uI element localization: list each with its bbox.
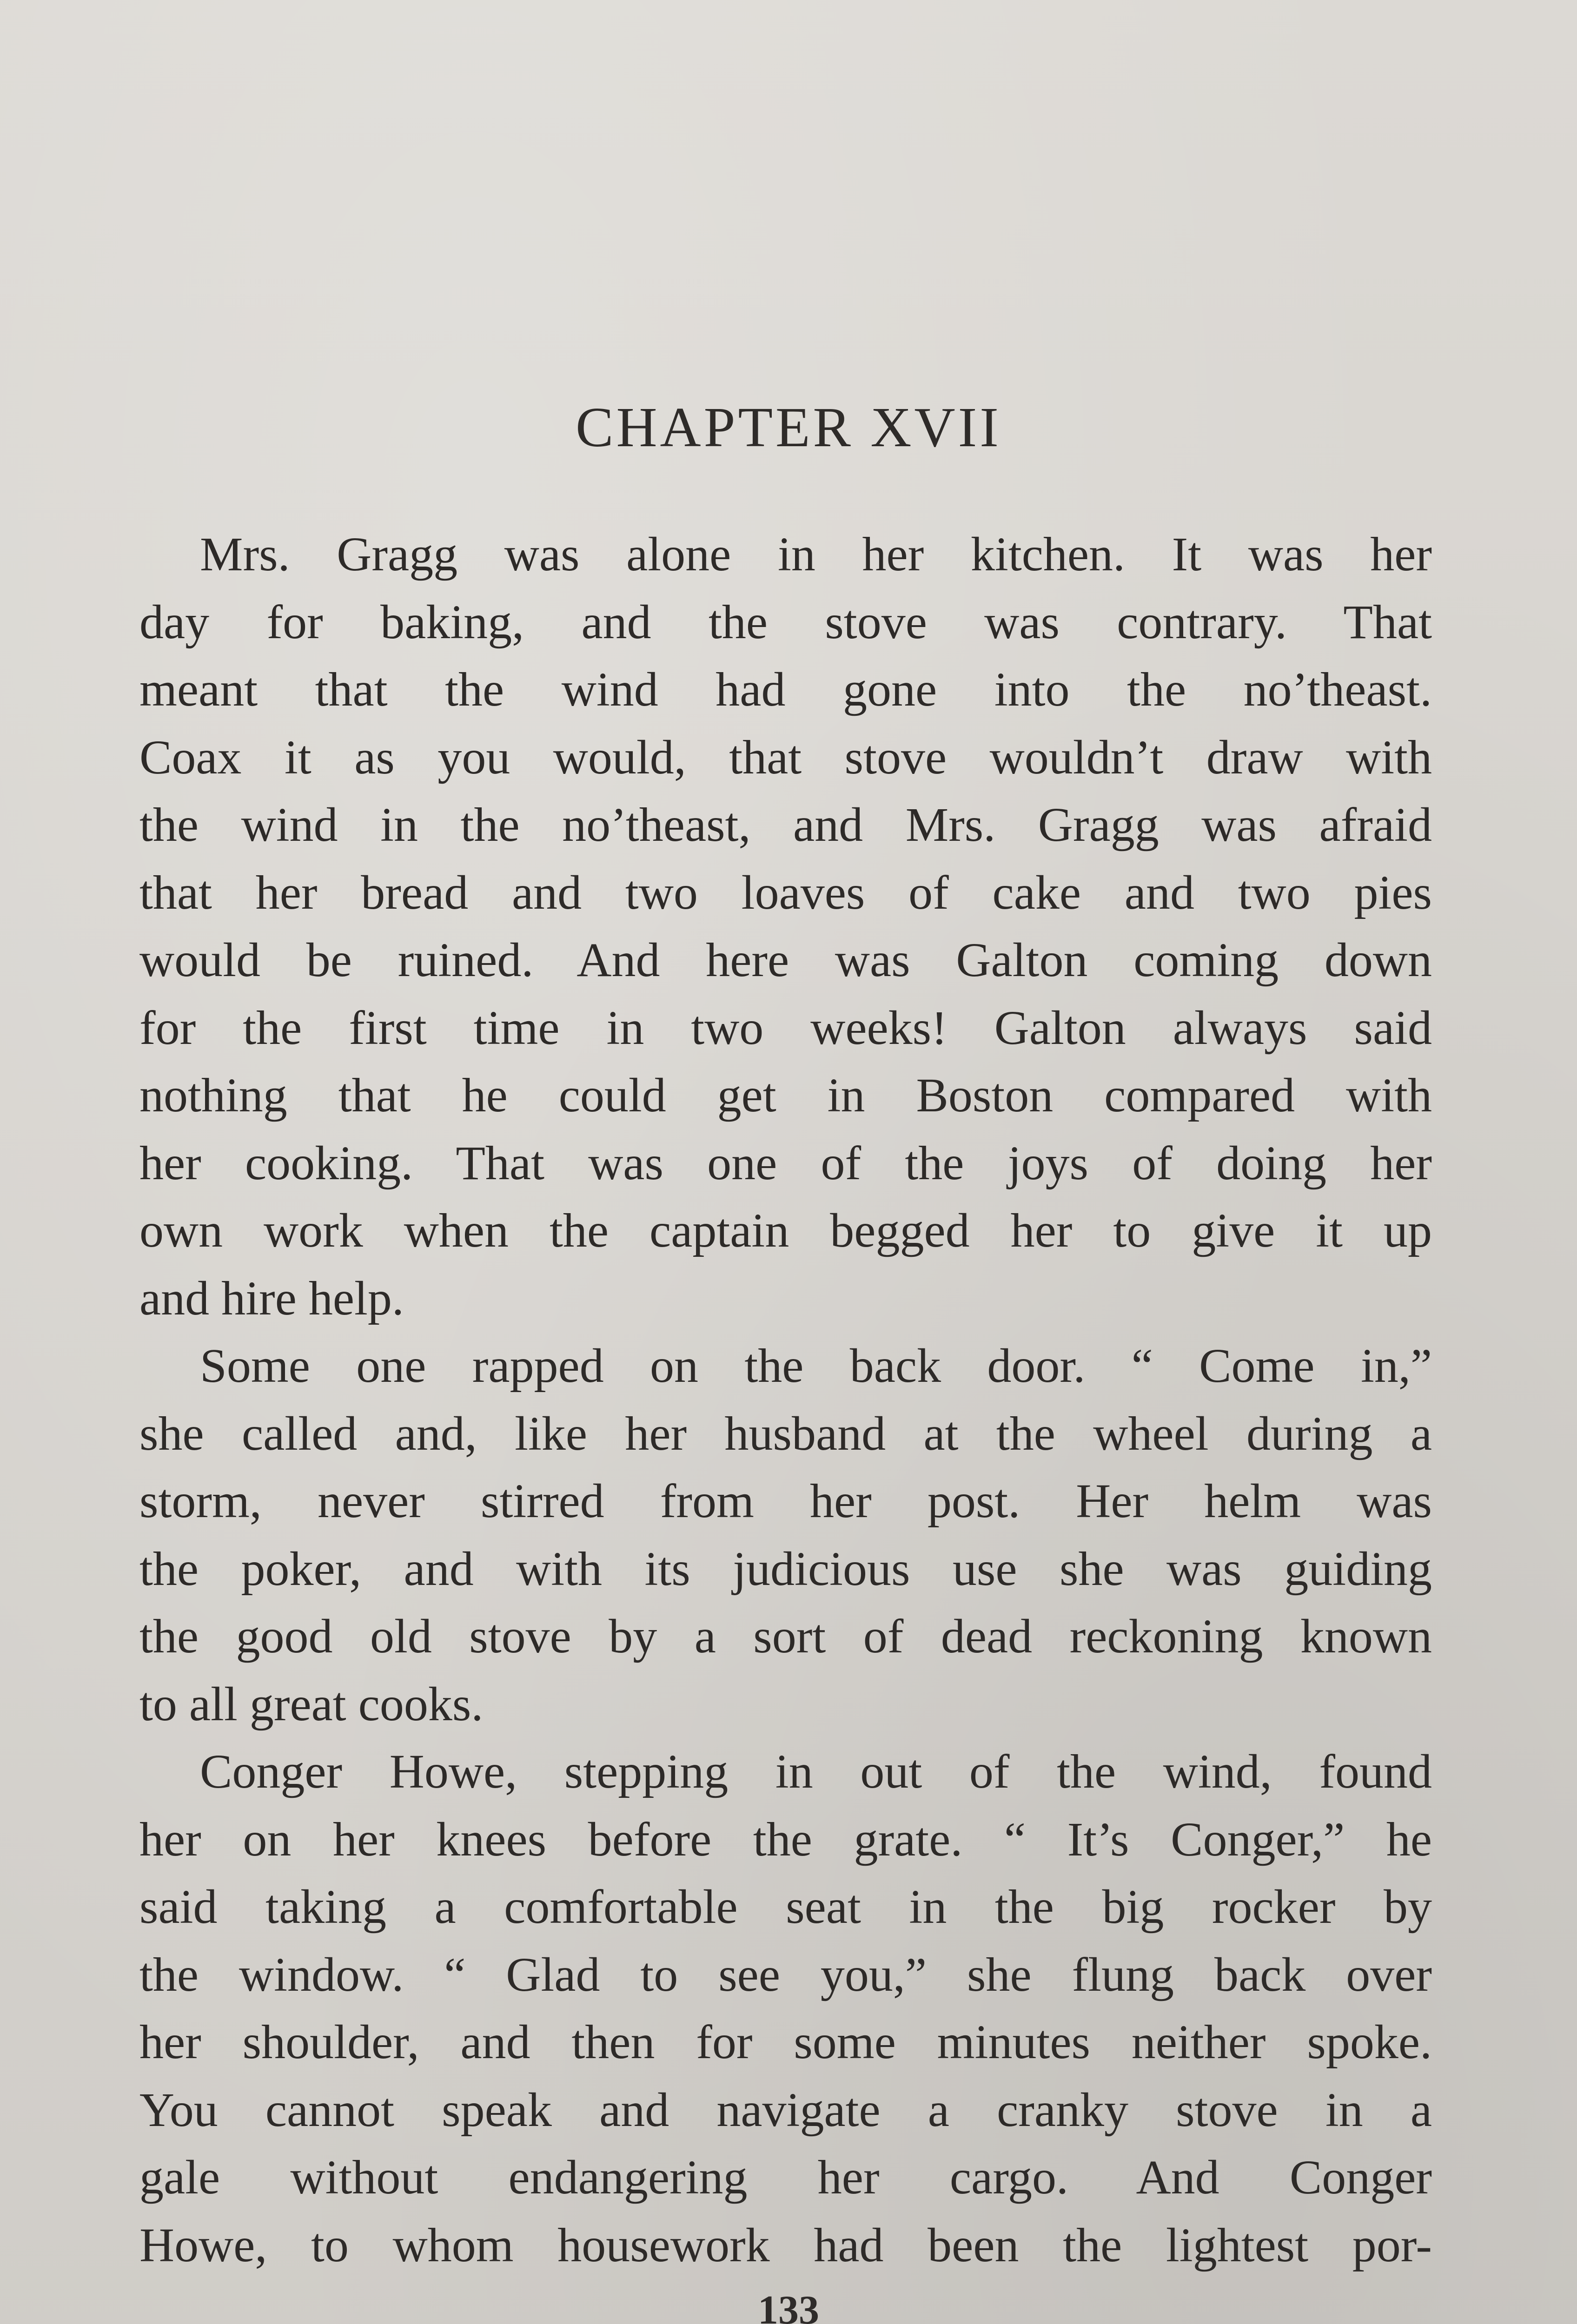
text-line: the window. “ Glad to see you,” she flung back over	[139, 1948, 1432, 2001]
text-line: the poker, and with its judicious use she was guiding	[139, 1542, 1432, 1596]
text-line: said taking a comfortable seat in the big rocker by	[139, 1880, 1432, 1934]
text-line: that her bread and two loaves of cake and two pies	[139, 865, 1432, 919]
text-line: nothing that he could get in Boston compared with	[139, 1069, 1432, 1122]
page-number: 133	[758, 2288, 819, 2324]
paragraph	[139, 1332, 1432, 1738]
text-line: she called and, like her husband at the wheel during a	[139, 1406, 1432, 1460]
text-line: own work when the captain begged her to give it up	[139, 1204, 1432, 1257]
text-line: storm, never stirred from her post. Her helm was	[139, 1474, 1432, 1528]
text-line: Howe, to whom housework had been the lightest por-	[139, 2218, 1432, 2272]
text-line: Mrs. Gragg was alone in her kitchen. It was her	[200, 528, 1432, 581]
paragraph	[139, 1738, 1432, 2279]
text-line: for the first time in two weeks! Galton always said	[139, 1001, 1432, 1055]
text-line: gale without endangering her cargo. And Conger	[139, 2151, 1432, 2204]
text-line: You cannot speak and navigate a cranky stove in a	[139, 2083, 1432, 2137]
text-line: would be ruined. And here was Galton coming down	[139, 933, 1432, 987]
text-line: her on her knees before the grate. “ It’s Conger,” he	[139, 1812, 1432, 1866]
text-line: Coax it as you would, that stove wouldn’t draw with	[139, 730, 1432, 784]
text-line: the wind in the no’theast, and Mrs. Gragg was afraid	[139, 798, 1432, 852]
text-line: the good old stove by a sort of dead reckoning known	[139, 1610, 1432, 1663]
text-line: Conger Howe, stepping in out of the wind, found	[200, 1745, 1432, 1798]
text-line: and hire help.	[139, 1271, 404, 1325]
text-line: day for baking, and the stove was contrary. That	[139, 595, 1432, 649]
body-text	[139, 521, 1432, 2279]
text-line: meant that the wind had gone into the no’theast.	[139, 663, 1432, 716]
text-line: her cooking. That was one of the joys of doing her	[139, 1136, 1432, 1190]
text-line: her shoulder, and then for some minutes neither spoke.	[139, 2015, 1432, 2069]
text-line: Some one rapped on the back door. “ Come in,”	[200, 1339, 1432, 1393]
paragraph	[139, 521, 1432, 1332]
text-line: to all great cooks.	[139, 1677, 484, 1731]
chapter-title: CHAPTER XVII	[576, 396, 1001, 459]
